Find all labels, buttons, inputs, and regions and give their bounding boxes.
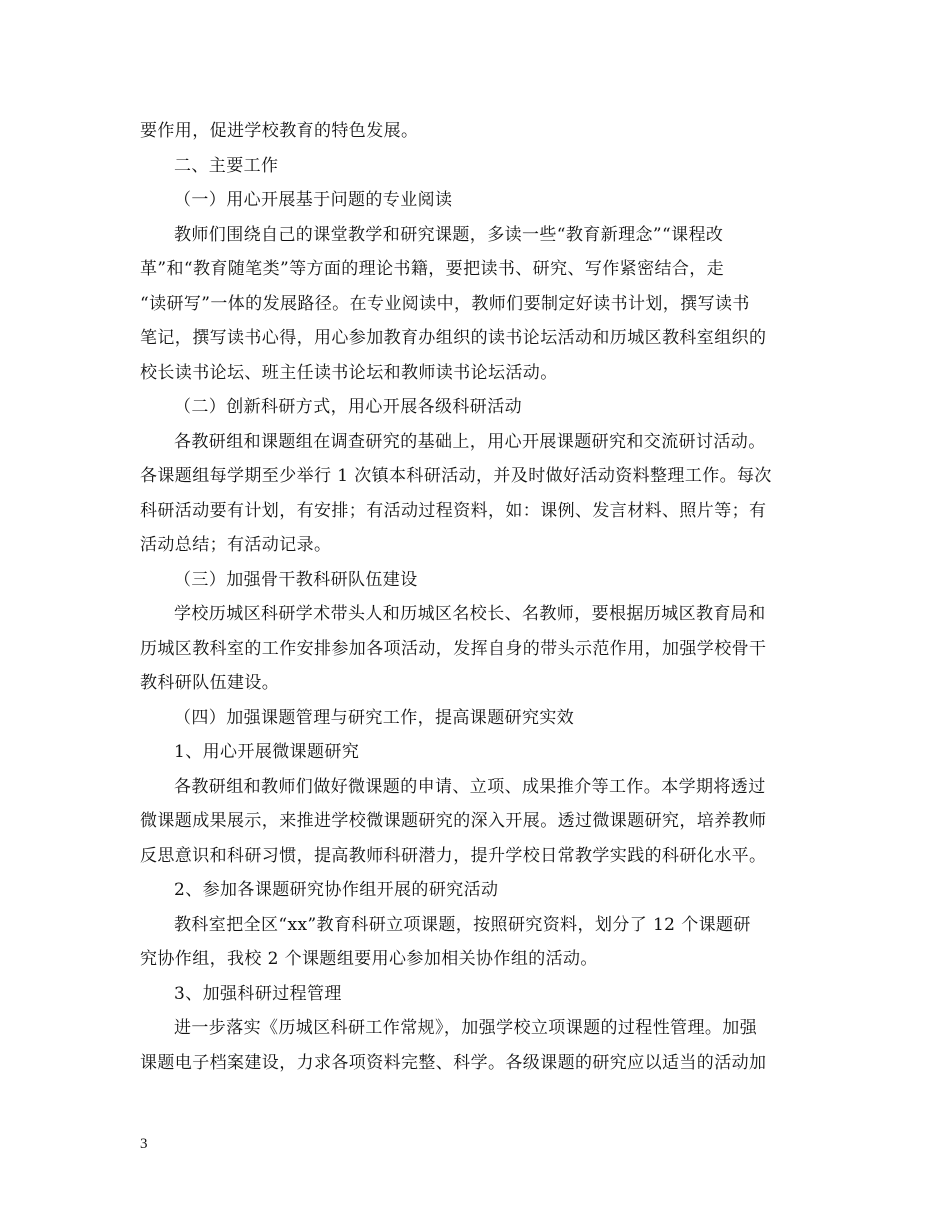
text-line: （三）加强骨干教科研队伍建设 — [174, 569, 418, 590]
text-line: 课题电子档案建设，力求各项资料完整、科学。各级课题的研究应以适当的活动加 — [140, 1052, 767, 1073]
document-body — [140, 114, 812, 1080]
text-line: 3、加强科研过程管理 — [174, 983, 342, 1004]
text-line: 各教研组和教师们做好微课题的申请、立项、成果推介等工作。本学期将透过 — [174, 776, 766, 797]
text-line: 要作用，促进学校教育的特色发展。 — [140, 121, 419, 141]
text-line: 2、参加各课题研究协作组开展的研究活动 — [174, 880, 499, 900]
text-line: 教科研队伍建设。 — [140, 673, 280, 693]
text-line: 学校历城区科研学术带头人和历城区名校长、名教师，要根据历城区教育局和 — [174, 604, 766, 624]
text-line: （四）加强课题管理与研究工作，提高课题研究实效 — [174, 707, 575, 728]
text-line: 1、用心开展微课题研究 — [174, 742, 360, 762]
page-number: 3 — [140, 1136, 148, 1152]
text-line: 进一步落实《历城区科研工作常规》，加强学校立项课题的过程性管理。加强 — [174, 1018, 758, 1038]
text-line: “读研写”一体的发展路径。在专业阅读中，教师们要制定好读书计划，撰写读书 — [140, 293, 750, 314]
text-line: 各教研组和课题组在调查研究的基础上，用心开展课题研究和交流研讨活动。 — [174, 431, 766, 452]
text-line: 校长读书论坛、班主任读书论坛和教师读书论坛活动。 — [140, 362, 558, 383]
text-line: 教科室把全区“xx”教育科研立项课题，按照研究资料，划分了 12 个课题研 — [174, 914, 751, 935]
text-line: 历城区教科室的工作安排参加各项活动，发挥自身的带头示范作用，加强学校骨干 — [140, 638, 767, 659]
text-line: （二）创新科研方式，用心开展各级科研活动 — [174, 397, 522, 417]
text-line: 活动总结；有活动记录。 — [140, 535, 332, 555]
text-line: 革”和“教育随笔类”等方面的理论书籍，要把读书、研究、写作紧密结合，走 — [140, 259, 725, 279]
text-line: 反思意识和科研习惯，提高教师科研潜力，提升学校日常教学实践的科研化水平。 — [140, 845, 767, 866]
text-line: （一）用心开展基于问题的专业阅读 — [174, 190, 453, 210]
text-line: 二、主要工作 — [174, 155, 279, 176]
text-line: 教师们围绕自己的课堂教学和研究课题，多读一些“教育新理念”“课程改 — [174, 224, 724, 245]
text-line: 各课题组每学期至少举行 1 次镇本科研活动，并及时做好活动资料整理工作。每次 — [140, 466, 772, 486]
text-line: 究协作组，我校 2 个课题组要用心参加相关协作组的活动。 — [140, 949, 598, 969]
text-line: 微课题成果展示，来推进学校微课题研究的深入开展。透过微课题研究，培养教师 — [140, 811, 767, 831]
text-line: 科研活动要有计划，有安排；有活动过程资料，如：课例、发言材料、照片等；有 — [140, 500, 767, 521]
text-line: 笔记，撰写读书心得，用心参加教育办组织的读书论坛活动和历城区教科室组织的 — [140, 328, 767, 348]
